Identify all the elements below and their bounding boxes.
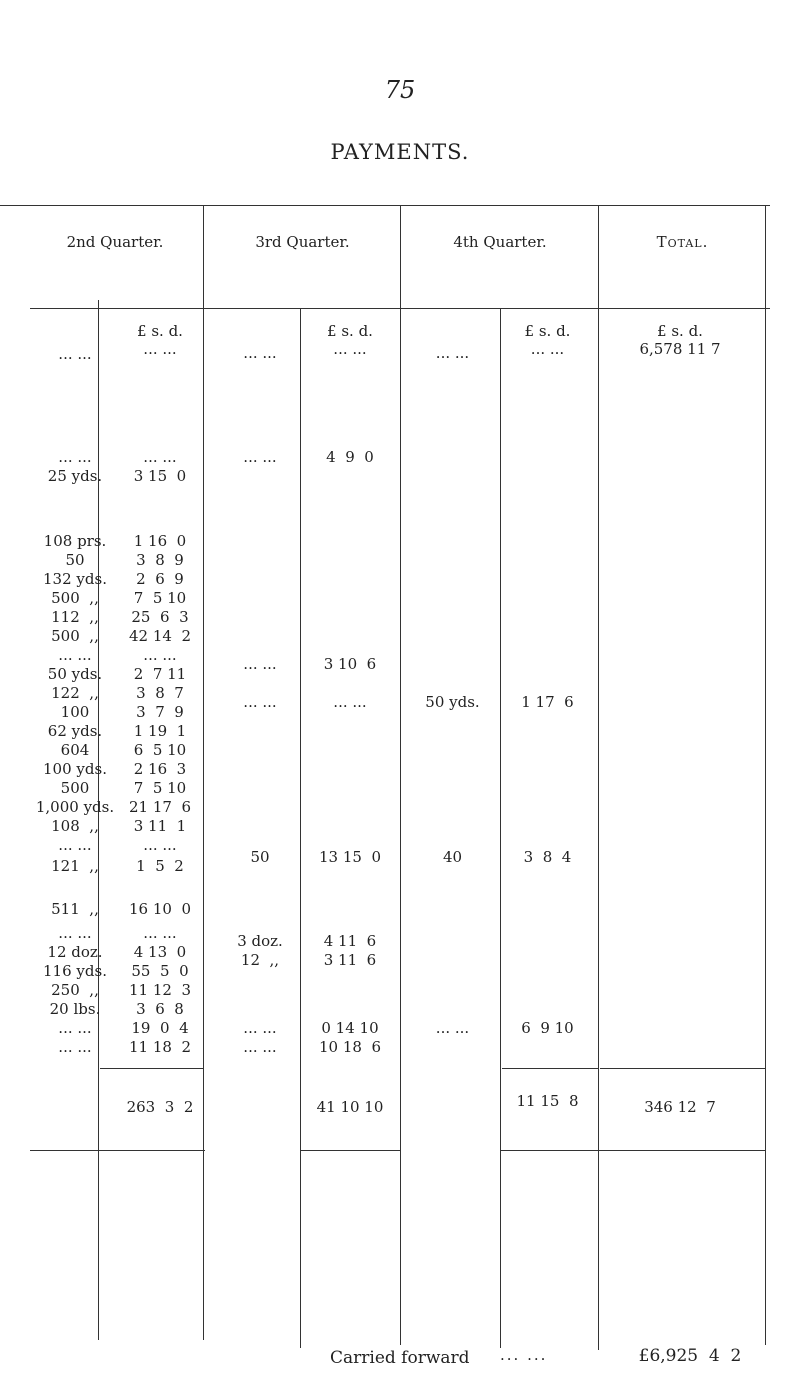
row-q2-amount: ... ... (143, 646, 177, 664)
row-q3-qty: ... ... (243, 1038, 277, 1056)
row-label: 50 yds. (47, 665, 103, 683)
row-q2-amount: 16 10 0 (128, 900, 192, 918)
row-q2-amount: 55 5 0 (131, 962, 189, 980)
row-q3-amount: 0 14 10 (321, 1019, 379, 1037)
row-q4-qty: ... ... (435, 1019, 470, 1037)
row-label: 62 yds. (47, 722, 103, 740)
row-label: 100 (60, 703, 90, 721)
bottom-rule-left (30, 1150, 205, 1151)
row-label: 132 yds. (43, 570, 107, 588)
row-q2-amount: 1 19 1 (133, 722, 187, 740)
row-label: 604 (60, 741, 90, 759)
row-q3-qty: 50 (250, 848, 270, 866)
row-q3-qty: 3 doz. (237, 932, 283, 950)
row-q2-amount: 25 6 3 (131, 608, 189, 626)
column-divider (500, 308, 501, 1348)
row-q4-amount: 3 8 4 (523, 848, 572, 866)
row-q3-qty: ... ... (243, 655, 277, 673)
row-q3-qty: ... ... (243, 448, 277, 466)
row-q3-qty: 12 ,, (240, 951, 280, 969)
row-label: ... ... (58, 1019, 92, 1037)
row-label: ... ... (58, 646, 92, 664)
column-divider (598, 205, 599, 1350)
row-q2-amount: 3 15 0 (133, 467, 187, 485)
row-label: 500 ,, (51, 627, 99, 645)
row-q2-amount: ... ... (143, 924, 177, 942)
row-label: 1,000 yds. (35, 798, 115, 816)
row-q2-amount: 2 7 11 (133, 665, 187, 683)
column-divider (400, 205, 401, 1345)
row-q4-qty: 40 (442, 848, 463, 866)
row-q2-amount: 7 5 10 (133, 589, 187, 607)
row-label: 122 ,, (51, 684, 99, 702)
row-q2-amount: 3 7 9 (136, 703, 184, 721)
row-label: 108 ,, (51, 817, 99, 835)
row-label: ... ... (58, 924, 92, 942)
bottom-rule-right (500, 1150, 765, 1151)
row-q2-amount: ... ... (143, 448, 177, 466)
row-q2-amount: 1 16 0 (133, 532, 187, 550)
row-q4-amount: 6 9 10 (521, 1019, 574, 1037)
row-0-q3-qty: ... ... (243, 344, 277, 362)
subtotal-q2: 263 3 2 (126, 1098, 194, 1116)
header-total: Total. (656, 233, 709, 251)
total-brought-forward: £ s. d. 6,578 11 7 (639, 322, 721, 358)
row-label: 116 yds. (43, 962, 107, 980)
row-label: 500 (60, 779, 90, 797)
subtotal-q4: 11 15 8 (516, 1092, 579, 1110)
row-q4-qty: 50 yds. (425, 693, 480, 711)
page-number: 75 (384, 76, 416, 104)
row-q2-amount: 2 6 9 (136, 570, 184, 588)
header-rule-left (30, 308, 400, 309)
subtotal-rule-q2 (100, 1068, 203, 1069)
row-q3-amount: 10 18 6 (318, 1038, 382, 1056)
row-label: 108 prs. (43, 532, 107, 550)
row-q4-amount: 1 17 6 (521, 693, 574, 711)
column-divider (765, 205, 766, 1345)
row-q3-amount: 4 9 0 (326, 448, 374, 466)
row-q2-amount: 19 0 4 (131, 1019, 189, 1037)
row-q3-qty: ... ... (243, 693, 277, 711)
row-q2-amount: 11 12 3 (128, 981, 192, 999)
row-q3-amount: 13 15 0 (318, 848, 382, 866)
carried-forward-dots: ... ... (500, 1346, 548, 1364)
row-label: 20 lbs. (49, 1000, 101, 1018)
row-q2-amount: 42 14 2 (128, 627, 192, 645)
top-rule (0, 205, 770, 206)
subtotal-rule-total (600, 1068, 765, 1069)
row-label: 250 ,, (51, 981, 99, 999)
q3-currency-header: £ s. d. ... ... (327, 322, 373, 358)
q4-currency-header: £ s. d. ... ... (524, 322, 571, 358)
row-label: 500 ,, (51, 589, 99, 607)
subtotal-total: 346 12 7 (644, 1098, 716, 1116)
row-label: 511 ,, (51, 900, 99, 918)
bottom-rule-q3 (300, 1150, 400, 1151)
row-label: 50 (65, 551, 85, 569)
row-label: 25 yds. (47, 467, 103, 485)
row-q2-amount: 6 5 10 (133, 741, 187, 759)
header-4th-quarter: 4th Quarter. (453, 233, 547, 251)
row-label: 12 doz. (47, 943, 103, 961)
row-q3-amount: 4 11 6 (323, 932, 377, 950)
page-title: PAYMENTS. (330, 140, 470, 164)
row-q2-amount: 4 13 0 (133, 943, 187, 961)
row-label: ... ... (58, 836, 92, 854)
row-q2-amount: 7 5 10 (133, 779, 187, 797)
row-q2-amount: 2 16 3 (133, 760, 187, 778)
row-label: 112 ,, (51, 608, 99, 626)
row-q2-amount: 3 6 8 (136, 1000, 184, 1018)
row-q3-qty: ... ... (243, 1019, 277, 1037)
row-q3-amount: 3 11 6 (323, 951, 377, 969)
row-label: ... ... (58, 1038, 92, 1056)
row-q2-amount: 3 8 7 (136, 684, 184, 702)
carried-forward-label: Carried forward (330, 1348, 470, 1368)
row-q2-amount: 1 5 2 (136, 857, 184, 875)
header-2nd-quarter: 2nd Quarter. (66, 233, 164, 251)
row-q2-amount: 3 8 9 (136, 551, 184, 569)
row-label: 100 yds. (43, 760, 107, 778)
row-q2-amount: 21 17 6 (128, 798, 192, 816)
row-q2-amount: ... ... (143, 836, 177, 854)
row-q3-amount: 3 10 6 (323, 655, 377, 673)
header-3rd-quarter: 3rd Quarter. (255, 233, 350, 251)
q2-currency-header: £ s. d. ... ... (137, 322, 183, 358)
row-label: ... ... (58, 448, 92, 466)
row-q3-amount: ... ... (333, 693, 367, 711)
carried-forward-amount: £6,925 4 2 (638, 1346, 742, 1366)
row-q2-amount: 3 11 1 (133, 817, 187, 835)
row-label: 121 ,, (51, 857, 99, 875)
row-0-q4-qty: ... ... (435, 344, 470, 362)
subtotal-rule-q4 (502, 1068, 598, 1069)
subtotal-q3: 41 10 10 (316, 1098, 384, 1116)
row-0-label: ... ... (58, 345, 92, 363)
header-rule-right (400, 308, 770, 309)
row-q2-amount: 11 18 2 (128, 1038, 192, 1056)
